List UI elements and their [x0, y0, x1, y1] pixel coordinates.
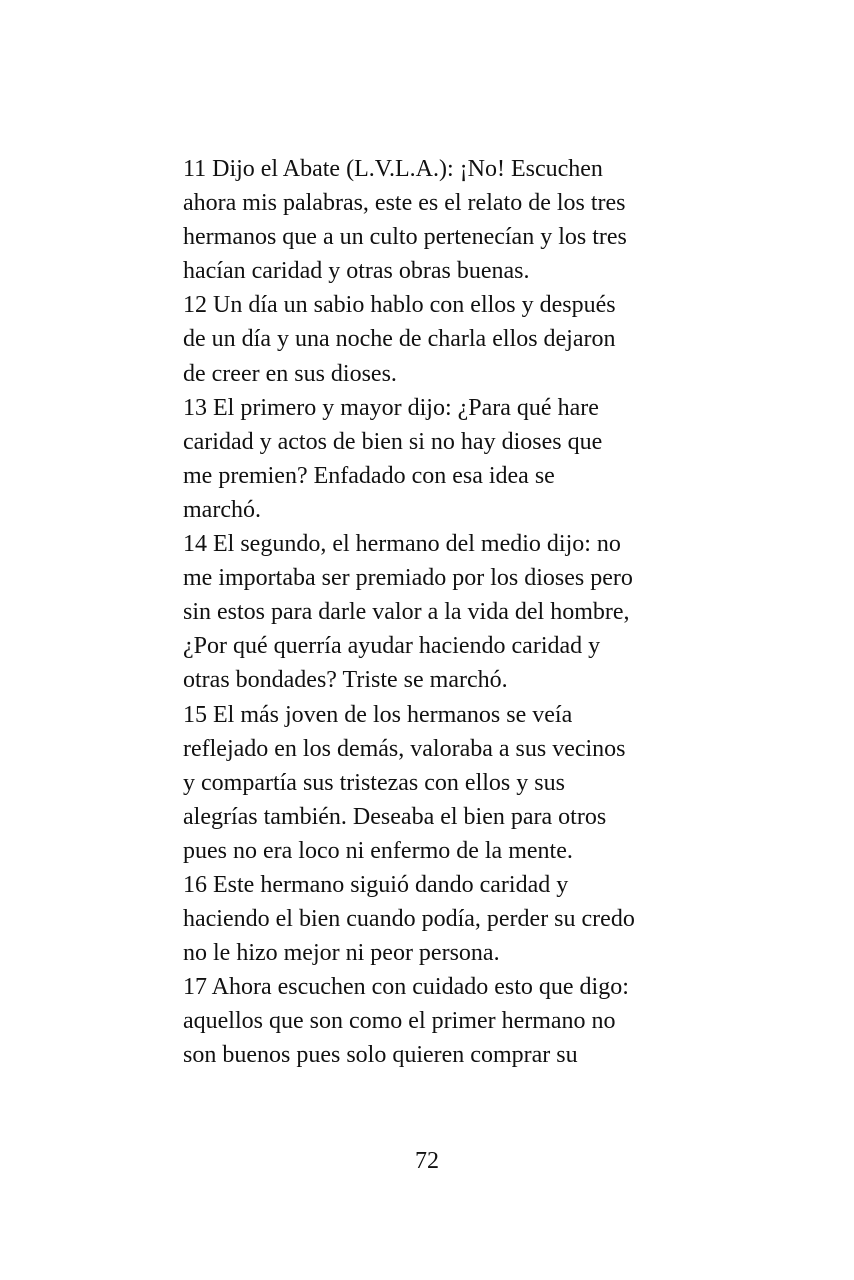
text-line: 14 El segundo, el hermano del medio dijo: no: [183, 531, 621, 558]
text-line: ahora mis palabras, este es el relato de los tres: [183, 190, 626, 217]
text-line: 16 Este hermano siguió dando caridad y: [183, 871, 569, 898]
text-line: 12 Un día un sabio hablo con ellos y después: [183, 292, 616, 319]
text-line: 13 El primero y mayor dijo: ¿Para qué hare: [183, 394, 599, 421]
text-line: sin estos para darle valor a la vida del hombre,: [183, 599, 630, 626]
text-line: reflejado en los demás, valoraba a sus vecinos: [183, 735, 626, 762]
text-line: haciendo el bien cuando podía, perder su credo: [183, 906, 635, 933]
text-line: alegrías también. Deseaba el bien para otros: [183, 803, 607, 830]
text-line: 15 El más joven de los hermanos se veía: [183, 701, 573, 728]
text-line: 17 Ahora escuchen con cuidado esto que digo:: [183, 974, 629, 1001]
text-line: no le hizo mejor ni peor persona.: [183, 940, 500, 967]
page-number: 72: [415, 1148, 439, 1174]
text-line: y compartía sus tristezas con ellos y sus: [183, 769, 565, 796]
text-line: ¿Por qué querría ayudar haciendo caridad y: [183, 633, 601, 660]
text-line: aquellos que son como el primer hermano no: [183, 1008, 616, 1035]
text-line: de creer en sus dioses.: [183, 360, 397, 387]
text-line: marchó.: [183, 496, 261, 523]
text-line: son buenos pues solo quieren comprar su: [183, 1042, 578, 1069]
text-line: hermanos que a un culto pertenecían y los tres: [183, 224, 627, 251]
text-line: pues no era loco ni enfermo de la mente.: [183, 837, 573, 864]
text-line: caridad y actos de bien si no hay dioses que: [183, 428, 603, 455]
text-line: de un día y una noche de charla ellos dejaron: [183, 326, 616, 353]
text-line: otras bondades? Triste se marchó.: [183, 667, 508, 694]
text-line: hacían caridad y otras obras buenas.: [183, 258, 530, 285]
text-line: me importaba ser premiado por los dioses pero: [183, 565, 633, 592]
text-line: me premien? Enfadado con esa idea se: [183, 462, 555, 489]
page-body-text: [183, 152, 703, 1073]
text-line: 11 Dijo el Abate (L.V.L.A.): ¡No! Escuchen: [183, 156, 603, 182]
